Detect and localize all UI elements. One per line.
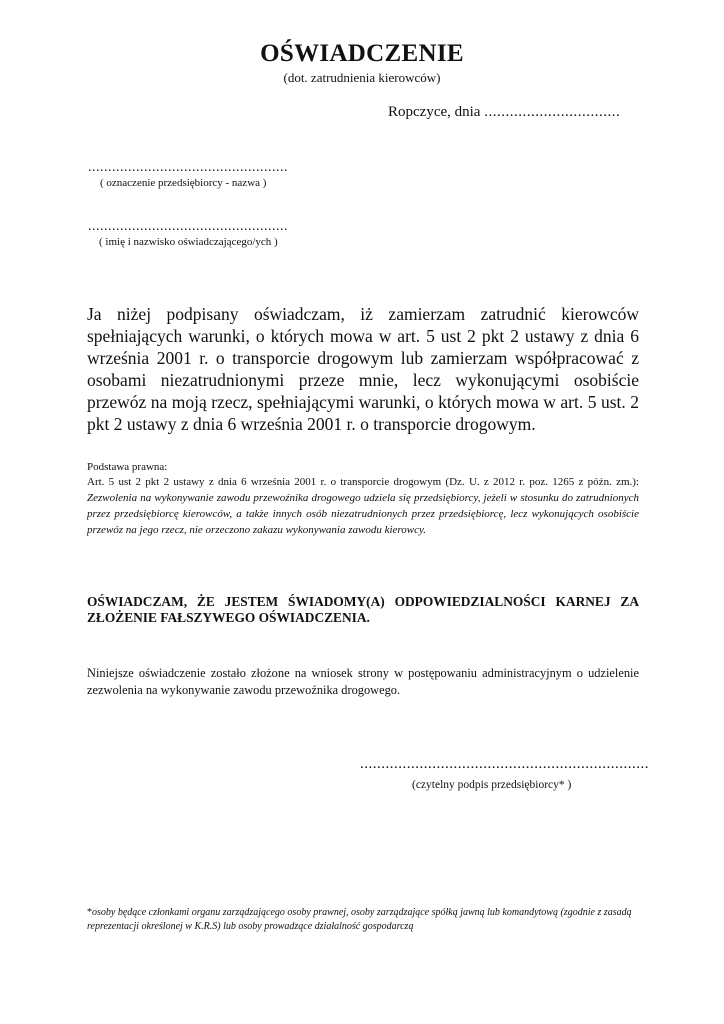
procedure-note: Niniejsze oświadczenie zostało złożone na wniosek strony w postępowaniu administracyjnym o udzielenie zezwolenia na wykonywanie zawodu przewoźnika drogowego. xyxy=(87,666,639,697)
company-name-caption: ( oznaczenie przedsiębiorcy - nazwa ) xyxy=(100,177,267,189)
place-date-dots: ................................ xyxy=(484,104,621,120)
main-statement: Ja niżej podpisany oświadczam, iż zamierzam zatrudnić kierowców spełniających warunki, o których mowa w art. 5 ust 2 pkt 2 ustawy z dnia 6 września 2001 r. o transporcie drogowym lub zamierzam współpracować z osobami niezatrudnionymi przeze mnie, lecz wykonującymi osobiście przewóz na moją rzecz, spełniającymi warunki, o których mowa w art. 5 ust. 2 pkt 2 ustawy z dnia 6 września 2001 r. o transporcie drogowym. xyxy=(87,304,639,434)
legal-basis-citation: Art. 5 ust 2 pkt 2 ustawy z dnia 6 września 2001 r. o transporcie drogowym (Dz. U. z 2012 r. poz. 1265 z późn. zm.): xyxy=(87,476,639,488)
declarant-name-caption: ( imię i nazwisko oświadczającego/ych ) xyxy=(99,236,278,248)
signature-line: .................................................................... xyxy=(360,756,649,772)
footnote xyxy=(87,906,639,934)
signature-caption: (czytelny podpis przedsiębiorcy* ) xyxy=(412,779,572,791)
document-title: OŚWIADCZENIE xyxy=(260,40,464,67)
legal-basis-heading: Podstawa prawna: xyxy=(87,461,168,473)
criminal-liability-declaration: OŚWIADCZAM, ŻE JESTEM ŚWIADOMY(A) ODPOWIEDZIALNOŚCI KARNEJ ZA ZŁOŻENIE FAŁSZYWEGO OŚWIADCZENIA. xyxy=(87,594,639,625)
declarant-name-field: .................................................. xyxy=(88,219,288,234)
document-subtitle: (dot. zatrudnienia kierowców) xyxy=(283,70,441,85)
footnote-marker: * xyxy=(87,907,92,918)
legal-basis-quote: Zezwolenia na wykonywanie zawodu przewoźnika drogowego udziela się przedsiębiorcy, jeżeli w stosunku do zatrudnionych przez przedsiębiorcę kierowców, a także innych osób niezatrudnionych przez przedsiębiorcę, lecz wykonujących osobiście przewóz na jego rzecz, nie orzeczono zakazu wykonywania zawodu kierowcy. xyxy=(87,492,639,536)
company-name-field: .................................................. xyxy=(88,160,288,175)
place-date-line xyxy=(388,104,620,121)
footnote-text: osoby będące członkami organu zarządzającego osoby prawnej, osoby zarządzające spółką jawną lub komandytową (zgodnie z zasadą reprezentacji określonej w K.R.S) lub osoby prowadzące działalność gospodarczą xyxy=(87,907,632,932)
place-date-label: Ropczyce, dnia xyxy=(388,104,481,120)
legal-basis-text xyxy=(87,474,639,538)
